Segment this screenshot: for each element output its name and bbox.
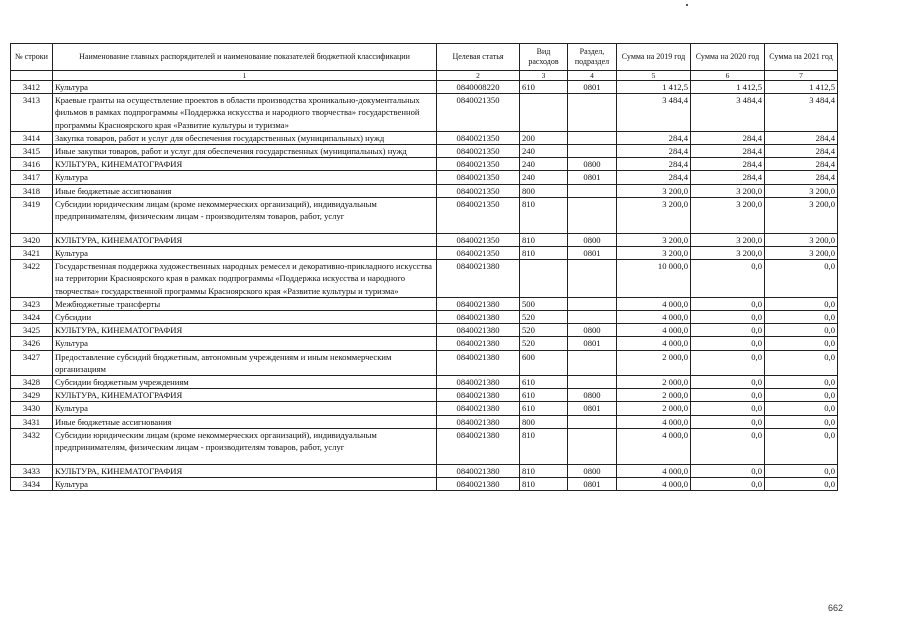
row-name: Иные бюджетные ассигнования — [53, 184, 437, 197]
row-name: Межбюджетные трансферты — [53, 297, 437, 310]
header-sum-2019: Сумма на 2019 год — [617, 44, 691, 71]
table-row — [11, 350, 838, 375]
header-row-number: № строки — [11, 44, 53, 71]
row-sum-2021: 1 412,5 — [765, 81, 838, 94]
row-sum-2019: 3 200,0 — [617, 247, 691, 260]
row-number: 3431 — [11, 415, 53, 428]
row-sum-2021: 0,0 — [765, 402, 838, 415]
row-section: 0800 — [568, 158, 617, 171]
row-expense-type: 610 — [520, 81, 568, 94]
row-section: 0800 — [568, 464, 617, 477]
row-sum-2019: 4 000,0 — [617, 297, 691, 310]
row-target-article: 0840021350 — [437, 171, 520, 184]
row-sum-2020: 0,0 — [691, 415, 765, 428]
row-sum-2020: 284,4 — [691, 145, 765, 158]
row-expense-type: 520 — [520, 337, 568, 350]
header-expense-type: Вид расходов — [520, 44, 568, 71]
row-name: Предоставление субсидий бюджетным, автономным учреждениям и иным некоммерческим организациям — [53, 350, 437, 375]
row-sum-2019: 284,4 — [617, 158, 691, 171]
column-number: 1 — [53, 71, 437, 81]
row-expense-type: 610 — [520, 376, 568, 389]
header-row — [11, 44, 838, 71]
row-target-article: 0840021380 — [437, 402, 520, 415]
row-sum-2020: 0,0 — [691, 389, 765, 402]
row-section — [568, 94, 617, 132]
row-number: 3413 — [11, 94, 53, 132]
row-number: 3428 — [11, 376, 53, 389]
header-section: Раздел, подраздел — [568, 44, 617, 71]
row-name: Культура — [53, 171, 437, 184]
row-section — [568, 350, 617, 375]
row-name: Иные бюджетные ассигнования — [53, 415, 437, 428]
table-row — [11, 145, 838, 158]
row-number: 3415 — [11, 145, 53, 158]
row-expense-type: 600 — [520, 350, 568, 375]
row-sum-2019: 2 000,0 — [617, 350, 691, 375]
row-sum-2019: 284,4 — [617, 131, 691, 144]
row-target-article: 0840021350 — [437, 197, 520, 233]
row-name: КУЛЬТУРА, КИНЕМАТОГРАФИЯ — [53, 233, 437, 246]
row-expense-type: 810 — [520, 197, 568, 233]
row-target-article: 0840021350 — [437, 184, 520, 197]
budget-table — [10, 43, 838, 491]
column-number: 7 — [765, 71, 838, 81]
row-sum-2021: 0,0 — [765, 350, 838, 375]
row-section — [568, 376, 617, 389]
column-number: 5 — [617, 71, 691, 81]
row-number: 3421 — [11, 247, 53, 260]
row-name: КУЛЬТУРА, КИНЕМАТОГРАФИЯ — [53, 464, 437, 477]
column-number: 2 — [437, 71, 520, 81]
table-row — [11, 184, 838, 197]
row-number: 3432 — [11, 428, 53, 464]
row-target-article: 0840021350 — [437, 233, 520, 246]
row-sum-2020: 0,0 — [691, 402, 765, 415]
table-row — [11, 81, 838, 94]
row-sum-2020: 3 200,0 — [691, 233, 765, 246]
row-sum-2021: 0,0 — [765, 464, 838, 477]
row-expense-type: 810 — [520, 478, 568, 491]
row-sum-2019: 4 000,0 — [617, 311, 691, 324]
table-row — [11, 158, 838, 171]
row-number: 3419 — [11, 197, 53, 233]
row-section — [568, 145, 617, 158]
row-target-article: 0840021380 — [437, 311, 520, 324]
row-target-article: 0840021380 — [437, 337, 520, 350]
row-sum-2019: 4 000,0 — [617, 428, 691, 464]
row-number: 3417 — [11, 171, 53, 184]
table-row — [11, 376, 838, 389]
row-number: 3416 — [11, 158, 53, 171]
row-target-article: 0840021380 — [437, 464, 520, 477]
row-sum-2021: 0,0 — [765, 428, 838, 464]
row-expense-type: 200 — [520, 131, 568, 144]
column-number-row — [11, 71, 838, 81]
row-section: 0801 — [568, 402, 617, 415]
row-name: Культура — [53, 478, 437, 491]
row-target-article: 0840021380 — [437, 324, 520, 337]
row-sum-2021: 284,4 — [765, 145, 838, 158]
row-sum-2020: 0,0 — [691, 376, 765, 389]
row-sum-2019: 2 000,0 — [617, 389, 691, 402]
row-target-article: 0840021380 — [437, 260, 520, 298]
header-target-article: Целевая статья — [437, 44, 520, 71]
row-sum-2021: 0,0 — [765, 478, 838, 491]
row-section — [568, 297, 617, 310]
row-section — [568, 428, 617, 464]
header-sum-2020: Сумма на 2020 год — [691, 44, 765, 71]
row-name: Иные закупки товаров, работ и услуг для обеспечения государственных (муниципальных) нужд — [53, 145, 437, 158]
row-expense-type: 810 — [520, 464, 568, 477]
row-section: 0801 — [568, 337, 617, 350]
row-number: 3412 — [11, 81, 53, 94]
row-section: 0800 — [568, 233, 617, 246]
row-number: 3420 — [11, 233, 53, 246]
row-number: 3414 — [11, 131, 53, 144]
table-row — [11, 197, 838, 233]
row-sum-2020: 3 484,4 — [691, 94, 765, 132]
row-expense-type: 800 — [520, 184, 568, 197]
row-number: 3426 — [11, 337, 53, 350]
page-number: 662 — [828, 603, 844, 613]
row-sum-2020: 284,4 — [691, 131, 765, 144]
row-target-article: 0840021380 — [437, 428, 520, 464]
row-expense-type: 800 — [520, 415, 568, 428]
row-section — [568, 260, 617, 298]
column-number: 6 — [691, 71, 765, 81]
row-sum-2019: 4 000,0 — [617, 337, 691, 350]
row-section — [568, 415, 617, 428]
row-number: 3434 — [11, 478, 53, 491]
row-expense-type: 240 — [520, 158, 568, 171]
row-sum-2021: 0,0 — [765, 389, 838, 402]
row-sum-2020: 0,0 — [691, 260, 765, 298]
row-target-article: 0840021350 — [437, 145, 520, 158]
row-section — [568, 131, 617, 144]
row-name: Субсидии бюджетным учреждениям — [53, 376, 437, 389]
row-sum-2020: 0,0 — [691, 311, 765, 324]
row-expense-type: 240 — [520, 171, 568, 184]
row-sum-2021: 284,4 — [765, 171, 838, 184]
row-section: 0801 — [568, 171, 617, 184]
row-sum-2020: 0,0 — [691, 350, 765, 375]
row-sum-2021: 284,4 — [765, 158, 838, 171]
row-sum-2021: 3 200,0 — [765, 197, 838, 233]
row-sum-2019: 2 000,0 — [617, 402, 691, 415]
row-expense-type — [520, 260, 568, 298]
column-number — [11, 71, 53, 81]
row-sum-2020: 3 200,0 — [691, 247, 765, 260]
table-row — [11, 337, 838, 350]
row-sum-2021: 0,0 — [765, 337, 838, 350]
row-sum-2021: 3 200,0 — [765, 247, 838, 260]
header-sum-2021: Сумма на 2021 год — [765, 44, 838, 71]
row-sum-2020: 0,0 — [691, 464, 765, 477]
row-target-article: 0840021350 — [437, 247, 520, 260]
row-name: Субсидии юридическим лицам (кроме некоммерческих организаций), индивидуальным предпринимателям, физическим лицам - производителям товаров, работ, услуг — [53, 197, 437, 233]
row-sum-2019: 3 484,4 — [617, 94, 691, 132]
row-section — [568, 311, 617, 324]
row-name: КУЛЬТУРА, КИНЕМАТОГРАФИЯ — [53, 324, 437, 337]
table-row — [11, 428, 838, 464]
row-sum-2020: 0,0 — [691, 478, 765, 491]
table-row — [11, 402, 838, 415]
row-name: Культура — [53, 402, 437, 415]
row-name: Краевые гранты на осуществление проектов в области производства хроникально-документальных фильмов в рамках подпрограммы «Поддержка искусства и народного творчества» государственной программы Красноярского края «Развитие культуры и туризма» — [53, 94, 437, 132]
table-body — [11, 81, 838, 491]
row-number: 3422 — [11, 260, 53, 298]
row-sum-2021: 3 200,0 — [765, 233, 838, 246]
row-section: 0801 — [568, 478, 617, 491]
row-sum-2021: 0,0 — [765, 376, 838, 389]
row-sum-2019: 3 200,0 — [617, 233, 691, 246]
table-row — [11, 478, 838, 491]
row-section: 0800 — [568, 389, 617, 402]
row-expense-type: 810 — [520, 233, 568, 246]
table-row — [11, 324, 838, 337]
row-name: КУЛЬТУРА, КИНЕМАТОГРАФИЯ — [53, 389, 437, 402]
row-name: КУЛЬТУРА, КИНЕМАТОГРАФИЯ — [53, 158, 437, 171]
row-expense-type: 610 — [520, 389, 568, 402]
row-target-article: 0840021350 — [437, 131, 520, 144]
row-number: 3433 — [11, 464, 53, 477]
row-number: 3427 — [11, 350, 53, 375]
row-section — [568, 184, 617, 197]
row-target-article: 0840021350 — [437, 94, 520, 132]
row-name: Субсидии — [53, 311, 437, 324]
table-row — [11, 415, 838, 428]
row-sum-2019: 4 000,0 — [617, 478, 691, 491]
row-target-article: 0840021380 — [437, 415, 520, 428]
row-sum-2019: 10 000,0 — [617, 260, 691, 298]
row-sum-2021: 0,0 — [765, 297, 838, 310]
row-target-article: 0840021380 — [437, 350, 520, 375]
row-number: 3425 — [11, 324, 53, 337]
row-sum-2021: 0,0 — [765, 415, 838, 428]
row-sum-2019: 1 412,5 — [617, 81, 691, 94]
table-row — [11, 94, 838, 132]
row-name: Закупка товаров, работ и услуг для обеспечения государственных (муниципальных) нужд — [53, 131, 437, 144]
row-sum-2019: 284,4 — [617, 145, 691, 158]
table-row — [11, 171, 838, 184]
row-expense-type: 520 — [520, 324, 568, 337]
row-sum-2021: 284,4 — [765, 131, 838, 144]
row-expense-type: 240 — [520, 145, 568, 158]
table-row — [11, 297, 838, 310]
row-sum-2021: 3 200,0 — [765, 184, 838, 197]
row-target-article: 0840021380 — [437, 478, 520, 491]
row-section: 0800 — [568, 324, 617, 337]
row-target-article: 0840008220 — [437, 81, 520, 94]
table-row — [11, 131, 838, 144]
row-section — [568, 197, 617, 233]
row-sum-2019: 2 000,0 — [617, 376, 691, 389]
row-sum-2019: 4 000,0 — [617, 415, 691, 428]
row-sum-2020: 3 200,0 — [691, 184, 765, 197]
table-row — [11, 247, 838, 260]
row-name: Государственная поддержка художественных народных ремесел и декоративно-прикладного искусства на территории Красноярского края в рамках подпрограммы «Поддержка искусства и народного творчества» государственной программы Красноярского края «Развитие культуры и туризма» — [53, 260, 437, 298]
row-target-article: 0840021350 — [437, 158, 520, 171]
row-sum-2020: 0,0 — [691, 428, 765, 464]
row-number: 3430 — [11, 402, 53, 415]
row-sum-2020: 1 412,5 — [691, 81, 765, 94]
row-sum-2020: 0,0 — [691, 324, 765, 337]
row-name: Культура — [53, 337, 437, 350]
row-sum-2020: 0,0 — [691, 337, 765, 350]
row-sum-2020: 284,4 — [691, 158, 765, 171]
row-expense-type: 500 — [520, 297, 568, 310]
row-section: 0801 — [568, 81, 617, 94]
row-name: Культура — [53, 81, 437, 94]
table-row — [11, 311, 838, 324]
row-section: 0801 — [568, 247, 617, 260]
row-sum-2019: 3 200,0 — [617, 184, 691, 197]
row-target-article: 0840021380 — [437, 389, 520, 402]
row-sum-2020: 3 200,0 — [691, 197, 765, 233]
row-sum-2021: 3 484,4 — [765, 94, 838, 132]
row-expense-type: 610 — [520, 402, 568, 415]
table-row — [11, 260, 838, 298]
row-sum-2021: 0,0 — [765, 324, 838, 337]
row-sum-2021: 0,0 — [765, 311, 838, 324]
row-expense-type — [520, 94, 568, 132]
row-sum-2020: 284,4 — [691, 171, 765, 184]
row-sum-2019: 3 200,0 — [617, 197, 691, 233]
row-sum-2020: 0,0 — [691, 297, 765, 310]
row-number: 3423 — [11, 297, 53, 310]
table-row — [11, 464, 838, 477]
row-number: 3418 — [11, 184, 53, 197]
row-number: 3424 — [11, 311, 53, 324]
scan-dot — [686, 4, 688, 6]
row-number: 3429 — [11, 389, 53, 402]
table-row — [11, 389, 838, 402]
row-expense-type: 810 — [520, 247, 568, 260]
table-row — [11, 233, 838, 246]
row-sum-2019: 4 000,0 — [617, 464, 691, 477]
row-sum-2019: 4 000,0 — [617, 324, 691, 337]
row-name: Субсидии юридическим лицам (кроме некоммерческих организаций), индивидуальным предпринимателям, физическим лицам - производителям товаров, работ, услуг — [53, 428, 437, 464]
row-target-article: 0840021380 — [437, 297, 520, 310]
header-name: Наименование главных распорядителей и наименование показателей бюджетной классификации — [53, 44, 437, 71]
column-number: 3 — [520, 71, 568, 81]
row-sum-2021: 0,0 — [765, 260, 838, 298]
row-sum-2019: 284,4 — [617, 171, 691, 184]
row-target-article: 0840021380 — [437, 376, 520, 389]
row-expense-type: 810 — [520, 428, 568, 464]
row-name: Культура — [53, 247, 437, 260]
row-expense-type: 520 — [520, 311, 568, 324]
column-number: 4 — [568, 71, 617, 81]
